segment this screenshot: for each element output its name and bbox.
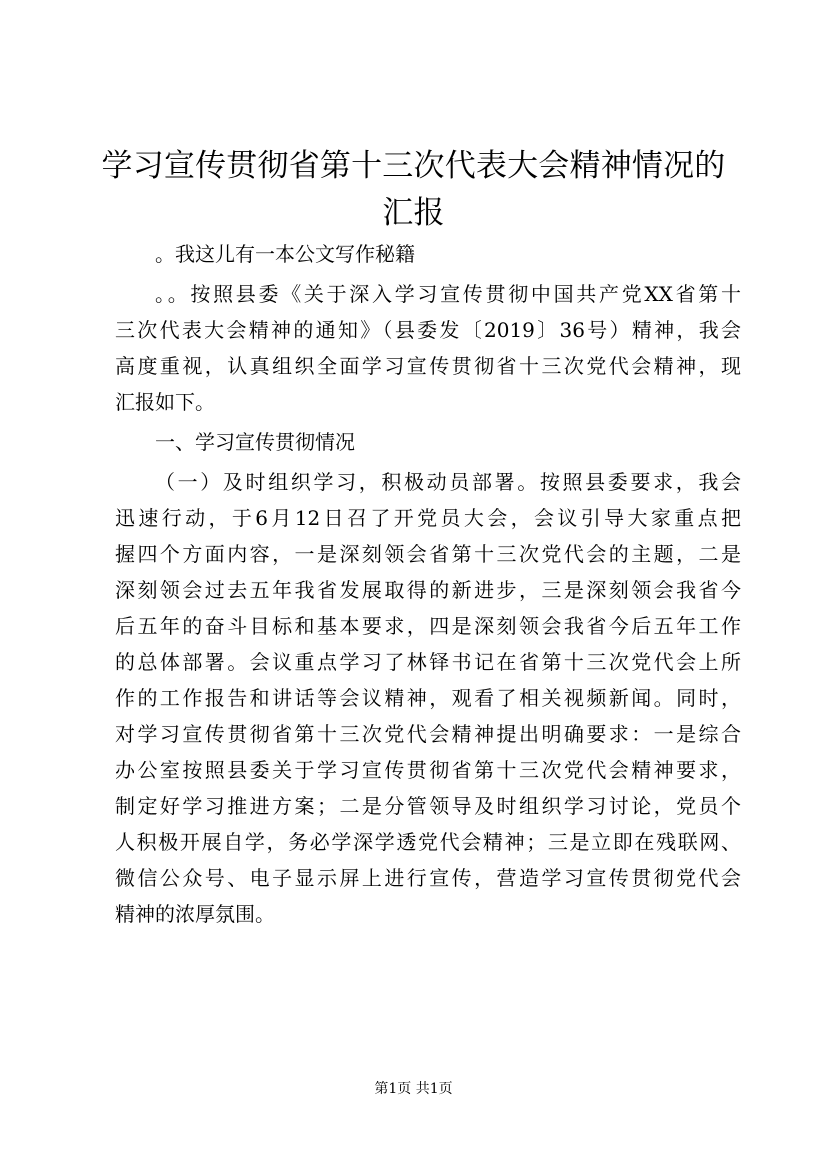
document-title bbox=[100, 143, 727, 237]
text-line: 人积极开展自学，务必学深学透党代会精神；三是立即在残联网、 bbox=[115, 830, 741, 854]
text-line: 。我这儿有一本公文写作秘籍 bbox=[155, 242, 415, 266]
text-line: （一）及时组织学习，积极动员部署。按照县委要求，我会 bbox=[155, 470, 741, 494]
text-line: 精神的浓厚氛围。 bbox=[115, 902, 275, 926]
text-line: 迅速行动，于6月12日召了开党员大会，会议引导大家重点把 bbox=[115, 506, 741, 530]
text-line: 深刻领会过去五年我省发展取得的新进步，三是深刻领会我省今 bbox=[115, 578, 741, 602]
text-line: 对学习宣传贯彻省第十三次党代会精神提出明确要求：一是综合 bbox=[115, 722, 741, 746]
text-line: 高度重视，认真组织全面学习宣传贯彻省十三次党代会精神，现 bbox=[115, 354, 741, 378]
title-line-2: 汇报 bbox=[382, 195, 445, 231]
text-line: 一、学习宣传贯彻情况 bbox=[155, 430, 355, 454]
text-line: 后五年的奋斗目标和基本要求，四是深刻领会我省今后五年工作 bbox=[115, 614, 741, 638]
title-line-1: 学习宣传贯彻省第十三次代表大会精神情况的 bbox=[101, 148, 726, 184]
document-body bbox=[115, 236, 741, 932]
text-line: 汇报如下。 bbox=[115, 390, 215, 414]
text-line: 。。按照县委《关于深入学习宣传贯彻中国共产党XX省第十 bbox=[155, 282, 741, 306]
text-line: 制定好学习推进方案；二是分管领导及时组织学习讨论，党员个 bbox=[115, 794, 741, 818]
text-line: 作的工作报告和讲话等会议精神，观看了相关视频新闻。同时， bbox=[115, 686, 741, 710]
paragraph-study bbox=[115, 464, 741, 932]
paragraph-notice bbox=[115, 276, 741, 420]
text-line: 的总体部署。会议重点学习了林铎书记在省第十三次党代会上所 bbox=[115, 650, 741, 674]
section-heading bbox=[115, 424, 741, 460]
page-footer: 第1页 共1页 bbox=[374, 1081, 453, 1097]
text-line: 握四个方面内容，一是深刻领会省第十三次党代会的主题，二是 bbox=[115, 542, 741, 566]
text-line: 微信公众号、电子显示屏上进行宣传，营造学习宣传贯彻党代会 bbox=[115, 866, 741, 890]
paragraph-intro bbox=[115, 236, 741, 272]
text-line: 办公室按照县委关于学习宣传贯彻省第十三次党代会精神要求， bbox=[115, 758, 741, 782]
text-line: 三次代表大会精神的通知》（县委发〔2019〕36号）精神，我会 bbox=[115, 318, 741, 342]
